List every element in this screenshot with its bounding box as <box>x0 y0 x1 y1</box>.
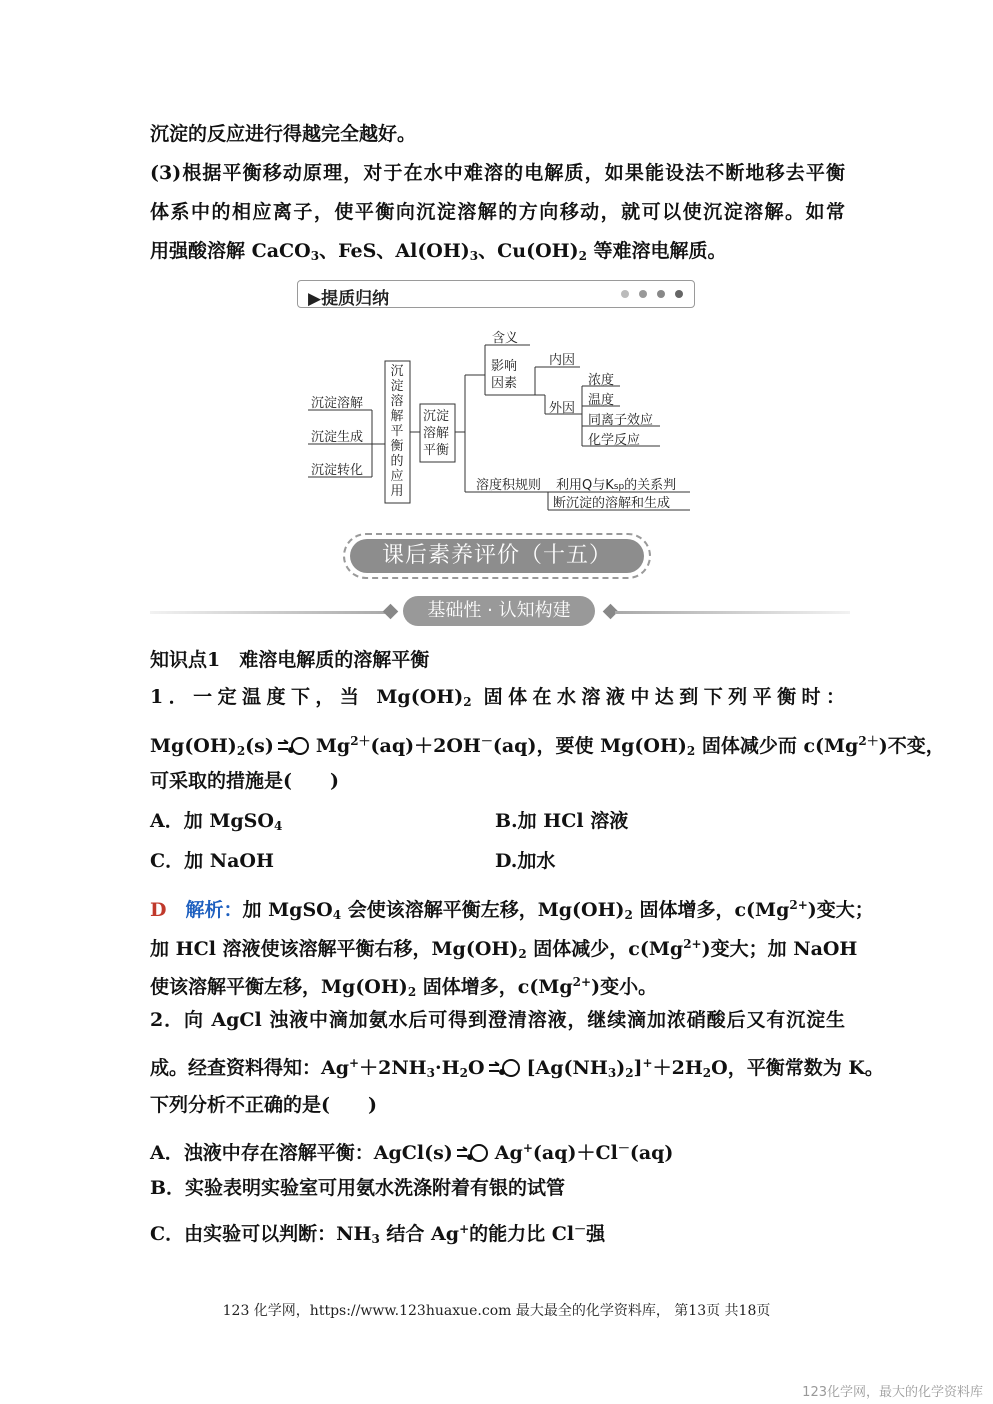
q2-option-a: A．浊液中存在溶解平衡：AgCl(s) Ag+(aq)＋Cl－(aq) <box>150 1141 674 1164</box>
mindmap-internal: 内因 <box>549 353 576 368</box>
q2-stem-line-3: 下列分析不正确的是( ) <box>150 1094 377 1116</box>
q2-stem-line-2: 成。经查资料得知：$Ag^++2NH_3\cdot H_2O$ $[Ag(NH_3)_2]^++2H_2O$，平衡常数为 K。 <box>150 1056 884 1080</box>
mindmap-center-vertical: 沉 淀 溶 解 平 衡 的 应 用 <box>390 364 404 499</box>
q2-stem-line-1: 2．向 AgCl 浊液中滴加氨水后可得到澄清溶液，继续滴加浓硝酸后又有沉淀生 <box>150 1009 845 1031</box>
q1-equation-line: $Mg(OH)_2(s)$ $Mg^{2+}(aq)+2OH^-(aq)$，要使 $Mg(OH)_2$ 固体减少而 $c(Mg^{2+})$不变， <box>150 734 945 758</box>
mindmap-ksp-rule: 溶度积规则 <box>476 478 542 493</box>
mindmap-ext-common-ion: 同离子效应 <box>588 413 654 428</box>
mindmap-ksp-desc-1: 利用Q与Ksp的关系判 <box>556 478 677 493</box>
band-line-left <box>150 611 390 614</box>
page-footer: 123 化学网，https://www.123huaxue.com 最大最全的化学资料库， 第13页 共18页 <box>222 1303 771 1319</box>
q1-option-a: A．加 MgSO$_4$ <box>150 810 283 833</box>
equilibrium-arrow-icon <box>455 1144 493 1162</box>
knowledge-point-title: 知识点1 难溶电解质的溶解平衡 <box>150 649 430 671</box>
section-band <box>150 600 850 621</box>
summary-title: ▶提质归纳 <box>308 289 390 309</box>
mindmap-item-transform: 沉淀转化 <box>311 463 364 478</box>
mindmap-meaning: 含义 <box>492 331 519 346</box>
mindmap-item-form: 沉淀生成 <box>311 430 364 445</box>
q1-analysis-line-1: D 解析：加 MgSO$_4$ 会使该溶解平衡左移，$Mg(OH)_2$ 固体增多，$c(Mg^{2+})$变大； <box>150 898 874 922</box>
intro-line-3: 体系中的相应离子，使平衡向沉淀溶解的方向移动，就可以使沉淀溶解。如常 <box>150 201 845 223</box>
intro-line-2: (3)根据平衡移动原理，对于在水中难溶的电解质，如果能设法不断地移去平衡 <box>150 162 845 184</box>
evaluation-banner <box>343 533 651 579</box>
q1-option-b: B.加 HCl 溶液 <box>495 810 629 832</box>
band-line-right <box>615 611 850 614</box>
mind-map-lines <box>0 0 993 520</box>
equilibrium-arrow-icon <box>487 1059 525 1077</box>
section-title: 基础性 · 认知构建 <box>403 596 595 626</box>
q2-option-b: B．实验表明实验室可用氨水洗涤附着有银的试管 <box>150 1177 566 1199</box>
watermark: 123化学网，最大的化学资料库 <box>802 1385 983 1400</box>
intro-line-1: 沉淀的反应进行得越完全越好。 <box>150 123 417 145</box>
q1-analysis-line-3: 使该溶解平衡左移，$Mg(OH)_2$ 固体增多，$c(Mg^{2+})$变小。 <box>150 975 658 999</box>
mindmap-ext-temperature: 温度 <box>588 393 615 408</box>
mindmap-ext-reaction: 化学反应 <box>588 433 641 448</box>
q1-analysis-line-2: 加 HCl 溶液使该溶解平衡右移，$Mg(OH)_2$ 固体减少，$c(Mg^{2+})$变大；加 NaOH <box>150 937 858 961</box>
mindmap-ksp-desc-2: 断沉淀的溶解和生成 <box>553 496 671 511</box>
diamond-icon <box>383 604 399 620</box>
analysis-label: 解析： <box>185 899 243 921</box>
mindmap-ext-concentration: 浓度 <box>588 373 615 388</box>
mindmap-item-dissolve: 沉淀溶解 <box>311 396 364 411</box>
q1-answer: D <box>150 899 167 921</box>
mind-map <box>0 0 993 520</box>
mindmap-external: 外因 <box>549 401 576 416</box>
evaluation-banner-title: 课后素养评价（十五） <box>350 539 644 573</box>
mindmap-node: 沉淀 溶解 平衡 <box>423 409 450 458</box>
mindmap-factors: 影响 因素 <box>491 359 518 391</box>
q1-stem-line-3: 可采取的措施是( ) <box>150 770 339 792</box>
q2-option-c: C．由实验可以判断：$NH_3$ 结合 Ag+的能力比 Cl－强 <box>150 1222 606 1246</box>
intro-line-4: 用强酸溶解 CaCO$_3$、FeS、$Al(OH)_3$、$Cu(OH)_2$ 等难溶电解质。 <box>150 240 727 263</box>
q1-option-d: D.加水 <box>495 850 556 872</box>
q1-option-c: C．加 NaOH <box>150 850 274 872</box>
q1-stem-line-1: 1．一定温度下，当 $Mg(OH)_2$ 固体在水溶液中达到下列平衡时： <box>150 686 845 709</box>
equilibrium-arrow-icon <box>276 737 314 755</box>
